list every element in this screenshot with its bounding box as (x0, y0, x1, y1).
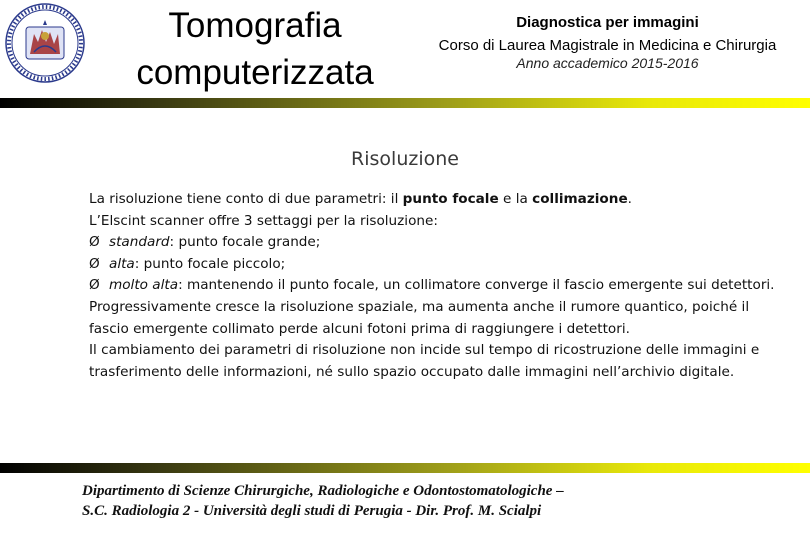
body-line-1-mid: e la (498, 191, 533, 207)
item-term: standard (109, 234, 170, 251)
page-title (100, 2, 410, 96)
term-collimazione: collimazione (532, 191, 628, 207)
footer (82, 481, 802, 521)
arrowhead-bullet-icon: Ø (89, 255, 100, 272)
body-line-2: L’Elscint scanner offre 3 settaggi per la risoluzione: (89, 212, 438, 229)
top-divider-bar (0, 98, 810, 108)
bottom-divider-bar (0, 463, 810, 473)
arrowhead-bullet-icon: Ø (89, 234, 100, 251)
course-degree: Corso di Laurea Magistrale in Medicina e Chirurgia (438, 37, 777, 54)
footer-line-2: S.C. Radiologia 2 - Università degli studi di Perugia - Dir. Prof. M. Scialpi (82, 503, 542, 519)
body-paragraph-2: Progressivamente cresce la risoluzione spaziale, ma aumenta anche il rumore quantico, poiché il fascio emergente collimato perde alcuni fotoni prima di raggiungere i detettori. (89, 298, 750, 337)
item-term: molto alta (109, 277, 179, 294)
body-text (89, 189, 779, 383)
title-line-2: computerizzata (136, 53, 374, 92)
list-item (89, 275, 779, 297)
term-punto-focale: punto focale (402, 191, 499, 207)
course-info (405, 14, 810, 72)
body-line-1 (89, 189, 779, 211)
item-text: : punto focale piccolo; (134, 255, 286, 272)
university-seal-icon (4, 2, 86, 84)
body-line-1-pre: La risoluzione tiene conto di due parametri: il (89, 191, 403, 207)
course-name: Diagnostica per immagini (516, 14, 699, 31)
item-text: : mantenendo il punto focale, un collimatore converge il fascio emergente sui detettori. (178, 277, 775, 294)
list-item (89, 232, 779, 254)
body-paragraph-3: Il cambiamento dei parametri di risoluzione non incide sul tempo di ricostruzione delle immagini e trasferimento delle informazioni, né sullo spazio occupato dalle immagini nell’archivio digitale. (89, 342, 760, 380)
body-line-1-end: . (627, 191, 632, 207)
item-text: : punto focale grande; (169, 234, 321, 251)
arrowhead-bullet-icon: Ø (89, 277, 100, 294)
footer-line-1: Dipartimento di Scienze Chirurgiche, Radiologiche e Odontostomatologiche – (82, 483, 564, 499)
list-item (89, 254, 779, 276)
title-line-1: Tomografia (168, 6, 342, 45)
course-year: Anno accademico 2015-2016 (516, 55, 699, 71)
section-title: Risoluzione (351, 148, 459, 170)
item-term: alta (109, 255, 135, 272)
